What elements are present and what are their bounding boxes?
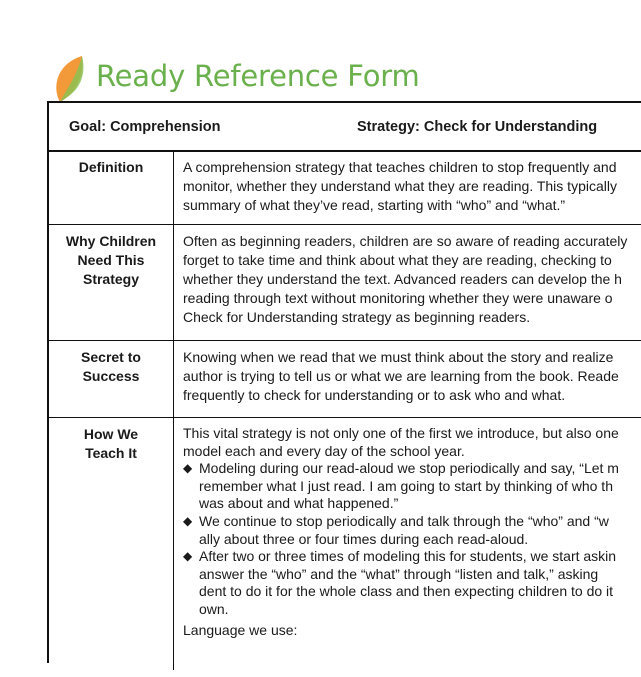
bullet-item: ◆ Modeling during our read-aloud we stop periodically and say, “Let m remember what I just read. I am going to start by thinking of who th was about and what happened.” (183, 460, 619, 512)
strategy-label: Strategy: Check for Understanding (357, 119, 598, 135)
row-text: A comprehension strategy that teaches children to stop frequently and monitor, whether they understand what they are reading. This typically summary of what they’ve read, starting with “who” and “what.” (183, 159, 617, 213)
language-label: Language we use: (183, 621, 298, 638)
diamond-bullet-icon: ◆ (183, 549, 193, 564)
secret-to-success-row (49, 340, 641, 418)
leaf-icon (52, 52, 92, 104)
goal-label: Goal: Comprehension (69, 119, 221, 135)
definition-row (49, 150, 641, 225)
page-title: Ready Reference Form (96, 59, 420, 93)
goal-row (49, 103, 641, 152)
bullet-item: ◆ We continue to stop periodically and talk through the “who” and “w ally about three or four times during each read-aloud. (183, 512, 609, 547)
form-header (52, 50, 641, 102)
reference-form (47, 101, 641, 663)
why-children-row (49, 224, 641, 341)
row-label: Definition (78, 159, 144, 175)
row-text: Knowing when we read that we must think about the story and realize author is trying to tell us or what we are learning from the book. Reade frequently to check for understanding or to ask who and what. (183, 349, 619, 403)
diamond-bullet-icon: ◆ (183, 513, 193, 528)
row-text: This vital strategy is not only one of the first we introduce, but also one model each and every day of the school year. ◆ Modeling during our read-aloud we stop periodically and say, “Let m remember what I just read. I am going to start by thinking of who th was about and what happened.” ◆ We continue to stop periodically and talk through the “who” and “w ally about three or four times during each read-aloud. ◆ After two or three times of modeling this for students, we start askin answer the “who” and the “what” through “listen and talk,” asking dent to do it for the whole class and then expecting children to do it own. Language we use: (183, 425, 641, 639)
row-label: How We Teach It (83, 426, 139, 461)
how-we-teach-row (49, 417, 641, 677)
diamond-bullet-icon: ◆ (183, 461, 193, 476)
row-text: Often as beginning readers, children are so aware of reading accurately forget to take time and think about what they are reading, checking to whether they understand the text. Advanced readers can develop the h reading through text without monitoring whether they were unaware o Check for Understanding strategy as beginning readers. (183, 233, 628, 325)
row-label: Secret to Success (81, 349, 141, 384)
bullet-item: ◆ After two or three times of modeling this for students, we start askin answer the “who” and the “what” through “listen and talk,” asking dent to do it for the whole class and then expecting children to do it own. (183, 548, 617, 617)
row-label: Why Children Need This Strategy (65, 233, 157, 287)
